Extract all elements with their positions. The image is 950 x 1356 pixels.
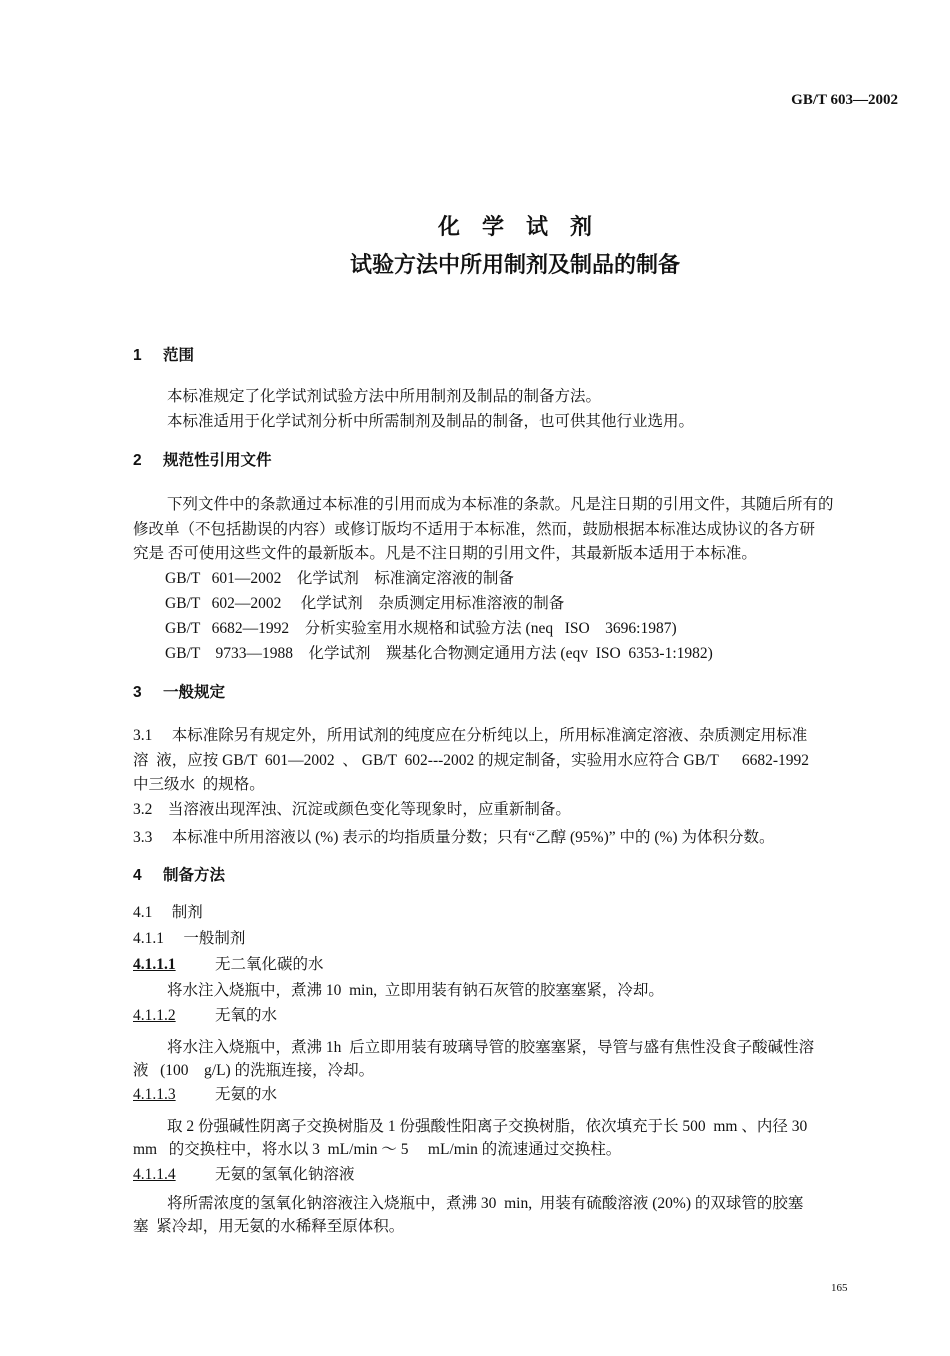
paragraph: 本标准适用于化学试剂分析中所需制剂及制品的制备，也可供其他行业选用。 [167,413,695,430]
title-line-2: 试验方法中所用制剂及制品的制备 [349,253,680,278]
item-heading: 4.1.1.3 无氨的水 [133,1086,278,1103]
item-heading: 4.1.1.4 无氨的氢氧化钠溶液 [133,1166,355,1183]
standard-code-header: GB/T 603—2002 [791,92,898,108]
section-4-heading: 4 制备方法 [133,867,226,884]
reference-item: GB/T 6682—1992 分析实验室用水规格和试验方法 (neq ISO 3696:1987) [165,620,677,637]
reference-item: GB/T 9733—1988 化学试剂 羰基化合物测定通用方法 (eqv ISO 6353-1:1982) [165,645,713,662]
page-number: 165 [831,1282,848,1294]
item-text: 将水注入烧瓶中，煮沸 1h 后立即用装有玻璃导管的胶塞塞紧，导管与盛有焦性没食子酸碱性溶 [167,1039,815,1056]
reference-item: GB/T 602—2002 化学试剂 杂质测定用标准溶液的制备 [165,595,565,612]
clause-line: 3.3 本标准中所用溶液以 (%) 表示的均指质量分数；只有“乙醇 (95%)” 中的 (%) 为体积分数。 [133,829,775,846]
paragraph: 本标准规定了化学试剂试验方法中所用制剂及制品的制备方法。 [167,388,602,405]
item-text: 液 (100 g/L) 的洗瓶连接，冷却。 [133,1062,375,1079]
clause-line: 3.1 本标准除另有规定外，所用试剂的纯度应在分析纯以上，所用标准滴定溶液、杂质测定用标准 [133,727,808,744]
section-1-heading: 1 范围 [133,347,195,364]
item-text: mm 的交换柱中，将水以 3 mL/min ～ 5 mL/min 的流速通过交换柱。 [133,1141,622,1158]
item-heading: 4.1.1.1 无二氧化碳的水 [133,956,324,973]
section-2-heading: 2 规范性引用文件 [133,452,272,469]
item-text: 将水注入烧瓶中，煮沸 10 min, 立即用装有钠石灰管的胶塞塞紧，冷却。 [167,982,664,999]
clause-line: 溶 液，应按 GB/T 601—2002 、 GB/T 602---2002 的规定制备，实验用水应符合 GB/T 6682-1992 [133,752,809,769]
section-3-heading: 3 一般规定 [133,684,226,701]
paragraph-line: 下列文件中的条款通过本标准的引用而成为本标准的条款。凡是注日期的引用文件，其随后所有的 [167,496,834,513]
clause-line: 中三级水 的规格。 [133,776,265,793]
reference-item: GB/T 601—2002 化学试剂 标准滴定溶液的制备 [165,570,514,587]
item-text: 塞 紧冷却，用无氨的水稀释至原体积。 [133,1218,405,1235]
item-text: 取 2 份强碱性阴离子交换树脂及 1 份强酸性阳离子交换树脂，依次填充于长 500 mm 、内径 30 [167,1118,808,1135]
paragraph-line: 究是 否可使用这些文件的最新版本。凡是不注日期的引用文件，其最新版本适用于本标准。 [133,545,757,562]
clause-line: 3.2 当溶液出现浑浊、沉淀或颜色变化等现象时，应重新制备。 [133,801,571,818]
item-text: 将所需浓度的氢氧化钠溶液注入烧瓶中，煮沸 30 min, 用装有硫酸溶液 (20%) 的双球管的胶塞 [167,1195,804,1212]
paragraph-line: 修改单（不包括勘误的内容）或修订版均不适用于本标准，然而，鼓励根据本标准达成协议的各方研 [133,521,816,538]
item-heading: 4.1.1.2 无氧的水 [133,1007,278,1024]
subsection-4-1-1: 4.1.1 一般制剂 [133,930,246,947]
title-line-1: 化 学 试 剂 [437,215,592,240]
subsection-4-1: 4.1 制剂 [133,904,203,921]
